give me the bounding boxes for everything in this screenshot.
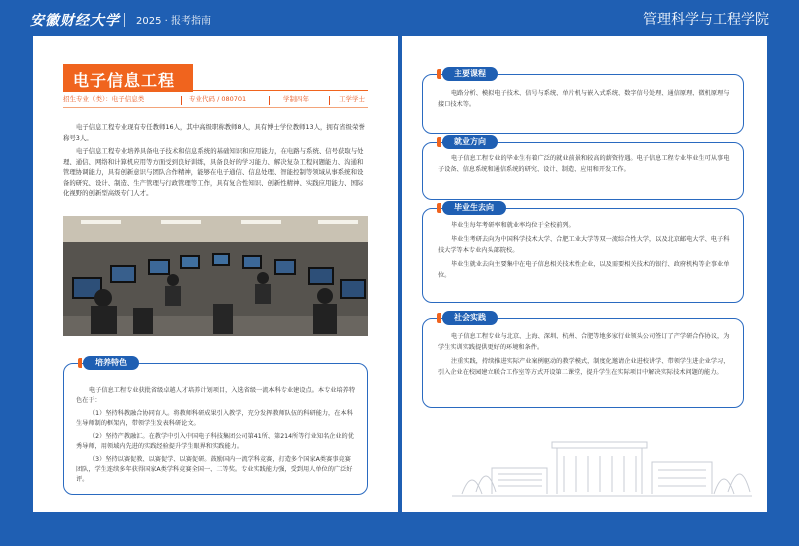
major-title: 电子信息工程: [73, 71, 176, 90]
meta-underline: [63, 107, 368, 108]
practice-item: 注重实践，持续推进实际产业案例驱动的教学模式，制度化邀请企业进校讲学、带领学生进企业学习，引入企业在校园建立联合工作室等方式开设第二课堂，提升学生在实际项目中解决实际技术问题的能力。: [438, 358, 730, 376]
meta-degree: 工学学士: [339, 95, 365, 103]
section-title-courses: 主要课程: [442, 67, 498, 81]
section-title-employment: 就业方向: [442, 135, 498, 149]
practice-item: 电子信息工程专业与北京、上海、深圳、杭州、合肥等地多家行业领头公司签订了产学研合作协议，为学生实训实践提供更好的环境和条件。: [438, 333, 730, 351]
graduates-item: 毕业生每年考研率和就业率均位于全校前列。: [451, 222, 575, 229]
guide-subtitle: 2025 · 报考指南: [136, 16, 211, 27]
feature-item: （3）坚持以赛促教、以赛促学、以赛促研。鼓励国内一流学科竞赛，打造多个国家A类赛事竞赛团队，学生连续多年获得国家A类学科竞赛全国一、二等奖。专业实践能力强，受到用人单位的广泛好评。: [76, 456, 353, 484]
header-divider: [124, 13, 125, 27]
section-title-graduates: 毕业生去向: [442, 201, 506, 215]
left-page: [33, 36, 398, 512]
university-logo: 安徽财经大学: [30, 13, 120, 29]
graduates-item: 毕业生就业去向主要集中在电子信息相关技术性企业，以及需要相关技术的银行、政府机构等企事业单位。: [438, 261, 730, 279]
meta-divider: [329, 96, 330, 105]
meta-divider: [181, 96, 182, 105]
graduates-item: 毕业生考研去向为中国科学技术大学、合肥工业大学等双一流综合性大学，以及北京邮电大学、电子科技大学等本专业内头部院校。: [438, 236, 730, 254]
meta-category: 招生专业（类）：电子信息类: [63, 95, 145, 103]
section-title-practice: 社会实践: [442, 311, 498, 325]
feature-item: （2）坚持产教融汇。在教学中引入中国电子科技集团公司第41所、第214所等行业知名企业的优秀导师，用领域内先进的实践经验提升学生眼界和实践能力。: [76, 433, 354, 451]
intro-paragraph: 电子信息工程专业现有专任教师16人，其中高级职称教师8人，具有博士学位教师13人，拥有省级荣誉称号3人。: [63, 123, 365, 142]
employment-text: 电子信息工程专业的毕业生有着广泛的就业前景和较高的薪资待遇。电子信息工程专业毕业生可从事电子设备、信息系统和通信系统的研究、设计、制造、应用和开发工作。: [438, 155, 730, 173]
footer-bar: [0, 512, 799, 546]
feature-item: （1）坚持科教融合协同育人。将教师科研成果引入教学，充分发挥教师队伍的科研能力，在本科生导师制的框架内，带领学生发表科研论文。: [76, 410, 353, 428]
features-intro: 电子信息工程专业获批省级卓越人才培养计划项目，入选省级一流本科专业建设点。本专业培养特色在于：: [76, 387, 356, 405]
meta-duration: 学制四年: [283, 95, 309, 103]
features-box: [63, 363, 368, 495]
college-name: 管理科学与工程学院: [643, 12, 769, 28]
intro-paragraph: 电子信息工程专业培养具备电子技术和信息系统的基础知识和应用能力，在电路与系统、信号获取与处理、通信、网络和计算机应用等方面受到良好训练，具备良好的学习能力、解决复杂工程问题能力、沟通和管理协调能力，具有创新意识与团队合作精神，能够在电子通信、信息处理、智能控制等领域从事系统和设备的研究、设计、制造、生产管理与行政管理等工作，具有复合性知识、创新性精神、实践应用能力、国际化视野的创新型高级专门人才。: [63, 147, 364, 197]
section-title-features: 培养特色: [83, 356, 139, 370]
header-bar: [0, 0, 799, 36]
meta-divider: [269, 96, 270, 105]
courses-text: 电路分析、模拟电子技术、信号与系统、单片机与嵌入式系统、数字信号处理、通信原理、微机原理与接口技术等。: [438, 90, 730, 108]
right-page: [402, 36, 767, 512]
title-underline: [193, 90, 368, 91]
classroom-photo: [63, 216, 368, 336]
campus-illustration: [452, 426, 752, 506]
meta-code: 专业代码 / 080701: [189, 95, 247, 103]
